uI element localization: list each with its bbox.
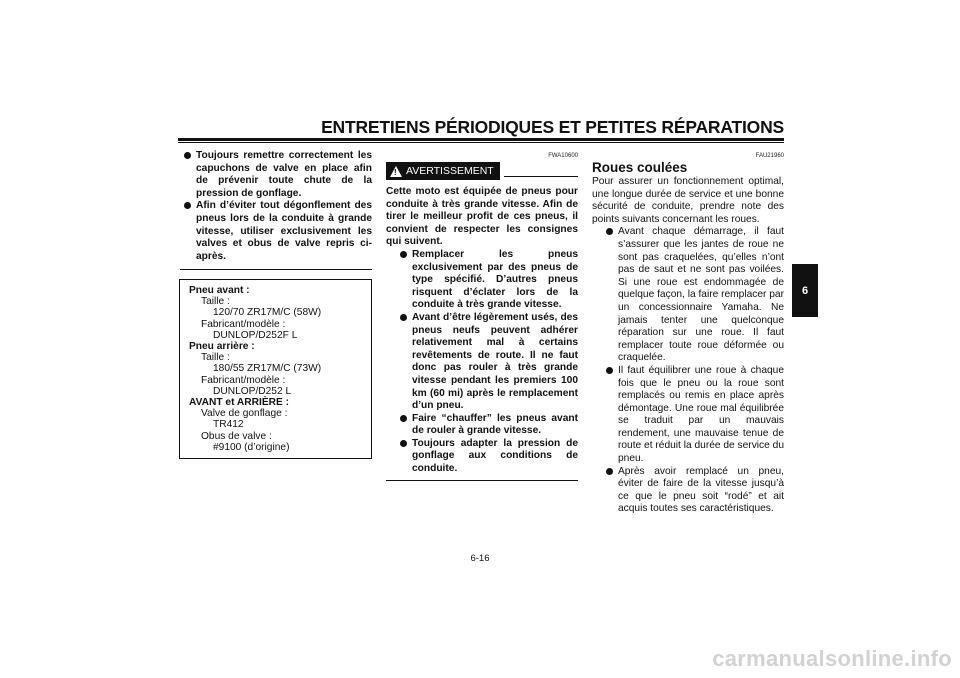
spec-heading-both: AVANT et ARRIÈRE :	[189, 397, 289, 409]
header-rule-thin	[178, 142, 784, 143]
bullet-text: Après avoir remplacé un pneu, éviter de faire de la vitesse jusqu’à ce que le pneu soit “rodé” et ait acquis toutes ses caractéristiques.	[618, 465, 784, 515]
bullet-icon	[184, 152, 191, 159]
bullet-icon	[606, 228, 613, 235]
watermark: carmanualsonline.info	[712, 646, 952, 671]
spec-value: #9100 (d’origine)	[213, 441, 290, 453]
bullet-icon	[400, 415, 407, 422]
header-rule	[178, 138, 784, 141]
bullet-text: Toujours remettre correctement les capuchons de valve en place afin de prévenir toute chute de la pression de gonflage.	[196, 150, 372, 199]
warning-banner	[386, 162, 578, 180]
bullet-text: Avant d’être légèrement usés, des pneus neufs peuvent adhérer relativement mal à certains revêtements de route. Il ne faut donc pas rouler à très grande vitesse pendant les premiers 100 km (60 mi) après le remplacement d’un pneu.	[412, 311, 578, 412]
tire-spec-box	[179, 279, 372, 459]
warning-badge	[386, 162, 500, 180]
bullet-text: Afin d’éviter tout dégonflement des pneus lors de la conduite à grande vitesse, utiliser exclusivement les valves et obus de valve repris ci-après.	[196, 200, 372, 262]
spec-label: Taille :	[201, 352, 230, 364]
page-number: 6-16	[470, 553, 490, 564]
bullet-text: Il faut équilibrer une roue à chaque fois que le pneu ou la roue sont remplacés ou remis en place après démontage. Une roue mal équilibrée se traduit par un mauvais rendement, une mauvaise tenue de route et réduit la durée de service du pneu.	[618, 364, 784, 465]
wheel-list	[592, 226, 784, 516]
bullet-icon	[606, 468, 613, 475]
spec-value: 120/70 ZR17M/C (58W)	[213, 307, 322, 319]
column-middle	[386, 150, 578, 481]
bullet-icon	[606, 367, 613, 374]
spec-label: Taille :	[201, 296, 230, 308]
list-item	[602, 466, 784, 516]
reference-code: FWA10600	[548, 153, 578, 159]
reference-code: FAU21960	[755, 153, 784, 159]
list-item	[602, 226, 784, 365]
spec-label: Fabricant/modèle :	[201, 374, 286, 386]
spec-value: DUNLOP/D252 L	[213, 385, 292, 397]
column-right	[592, 150, 784, 516]
bullet-icon	[400, 440, 407, 447]
spec-label: Fabricant/modèle :	[201, 318, 286, 330]
section-intro: Pour assurer un fonctionnement optimal, une longue durée de service et une bonne sécurité de conduite, prendre note des points suivants concernant les roues.	[592, 176, 784, 225]
divider	[386, 480, 578, 481]
warning-triangle-icon: !	[390, 166, 402, 177]
warning-rule	[504, 176, 578, 177]
spec-value: TR412	[213, 419, 244, 431]
list-item	[396, 438, 578, 476]
bullet-icon	[184, 202, 191, 209]
bullet-text: Avant chaque démarrage, il faut s’assurer que les jantes de roue ne sont pas craquelées, qu’elles n’ont pas de saut et ne sont pas voilées. Si une roue est endommagée de quelque façon, la faire remplacer par un concessionnaire Yamaha. Ne jamais tenter une quelconque réparation sur une roue. Il faut remplacer toute roue déformée ou craquelée.	[618, 226, 784, 364]
chapter-tab: 6	[792, 264, 818, 317]
list-item	[180, 150, 372, 200]
spec-heading-front: Pneu avant :	[189, 285, 250, 296]
page-header-title: ENTRETIENS PÉRIODIQUES ET PETITES RÉPARATIONS	[321, 117, 784, 137]
spec-label: Valve de gonflage :	[201, 408, 288, 420]
warning-list	[386, 249, 578, 476]
column-left	[180, 150, 372, 270]
spec-value: DUNLOP/D252F L	[213, 329, 298, 341]
warning-intro: Cette moto est équipée de pneus pour conduite à très grande vitesse. Afin de tirer le meilleur profit de ces pneus, il convient de respecter les consignes qui suivent.	[386, 186, 578, 248]
spec-value: 180/55 ZR17M/C (73W)	[213, 363, 322, 375]
list-item	[396, 249, 578, 312]
list-item	[602, 365, 784, 466]
section-title: Roues coulées	[592, 160, 688, 175]
bullet-text: Remplacer les pneus exclusivement par des pneus de type spécifié. D’autres pneus risquent d’éclater lors de la conduite à très grande vitesse.	[412, 248, 578, 311]
spec-label: Obus de valve :	[201, 430, 272, 442]
bullet-text: Faire “chauffer” les pneus avant de rouler à grande vitesse.	[412, 412, 578, 437]
divider	[180, 269, 372, 270]
list-item	[396, 413, 578, 438]
bullet-icon	[400, 314, 407, 321]
bullet-icon	[400, 251, 407, 258]
list-item	[180, 200, 372, 263]
list-item	[396, 312, 578, 413]
warning-label: AVERTISSEMENT	[406, 164, 494, 177]
spec-heading-rear: Pneu arrière :	[189, 341, 255, 353]
bullet-text: Toujours adapter la pression de gonflage aux conditions de conduite.	[412, 437, 578, 475]
